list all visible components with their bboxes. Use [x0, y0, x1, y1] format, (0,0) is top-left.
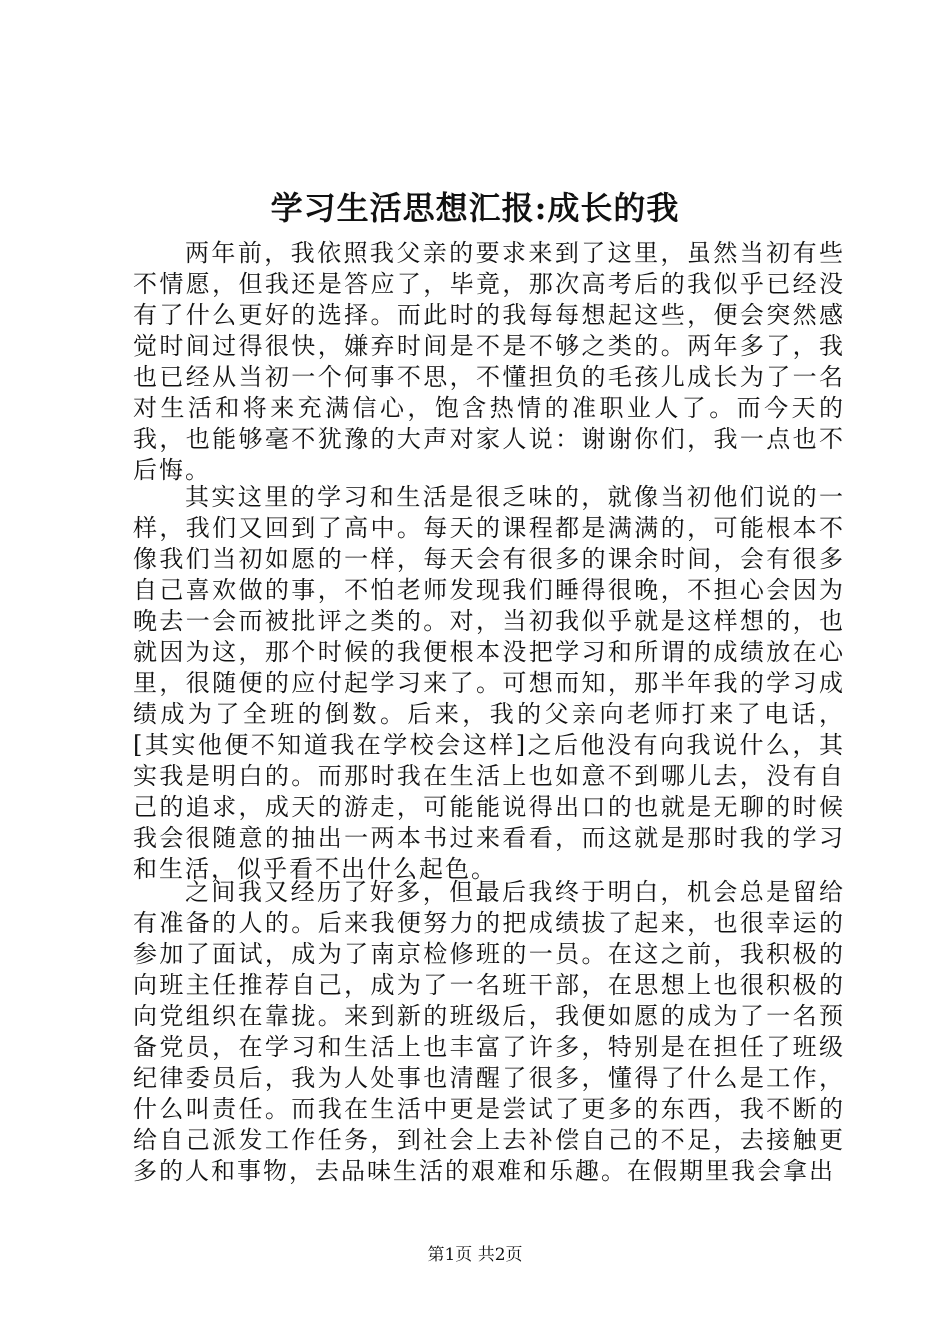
document-title: 学习生活思想汇报:成长的我: [270, 189, 680, 227]
paragraph-3-block: [133, 877, 845, 1187]
paragraph: 之间我又经历了好多，但最后我终于明白，机会总是留给有准备的人的。后来我便努力的把成绩拔了起来，也很幸运的参加了面试，成为了南京检修班的一员。在这之前，我积极的向班主任推荐自己，成为了一名班干部，在思想上也很积极的向党组织在靠拢。来到新的班级后，我便如愿的成为了一名预备党员，在学习和生活上也丰富了许多，特别是在担任了班级纪律委员后，我为人处事也清醒了很多，懂得了什么是工作，什么叫责任。而我在生活中更是尝试了更多的东西，我不断的给自己派发工作任务，到社会上去补偿自己的不足，去接触更多的人和事物，去品味生活的艰难和乐趣。在假期里我会拿出: [133, 878, 845, 1185]
paragraph-2-block: [133, 482, 845, 885]
paragraph-1-block: [133, 238, 845, 486]
paragraph: 两年前，我依照我父亲的要求来到了这里，虽然当初有些不情愿，但我还是答应了，毕竟，那次高考后的我似乎已经没有了什么更好的选择。而此时的我每每想起这些，便会突然感觉时间过得很快，嫌弃时间是不是不够之类的。两年多了，我也已经从当初一个何事不思，不懂担负的毛孩儿成长为了一名对生活和将来充满信心，饱含热情的准职业人了。而今天的我，也能够毫不犹豫的大声对家人说：谢谢你们，我一点也不后悔。: [133, 239, 845, 484]
paragraph: 其实这里的学习和生活是很乏味的，就像当初他们说的一样，我们又回到了高中。每天的课程都是满满的，可能根本不像我们当初如愿的一样，每天会有很多的课余时间，会有很多自己喜欢做的事，不怕老师发现我们睡得很晚，不担心会因为晚去一会而被批评之类的。对，当初我似乎就是这样想的，也就因为这，那个时候的我便根本没把学习和所谓的成绩放在心里，很随便的应付起学习来了。可想而知，那半年我的学习成绩成为了全班的倒数。后来，我的父亲向老师打来了电话，[其实他便不知道我在学校会这样]之后他没有向我说什么，其实我是明白的。而那时我在生活上也如意不到哪儿去，没有自己的追求，成天的游走，可能能说得出口的也就是无聊的时候我会很随意的抽出一两本书过来看看，而这就是那时我的学习和生活，似乎看不出什么起色。: [133, 483, 845, 883]
page-footer: 第1页 共2页: [427, 1245, 523, 1265]
